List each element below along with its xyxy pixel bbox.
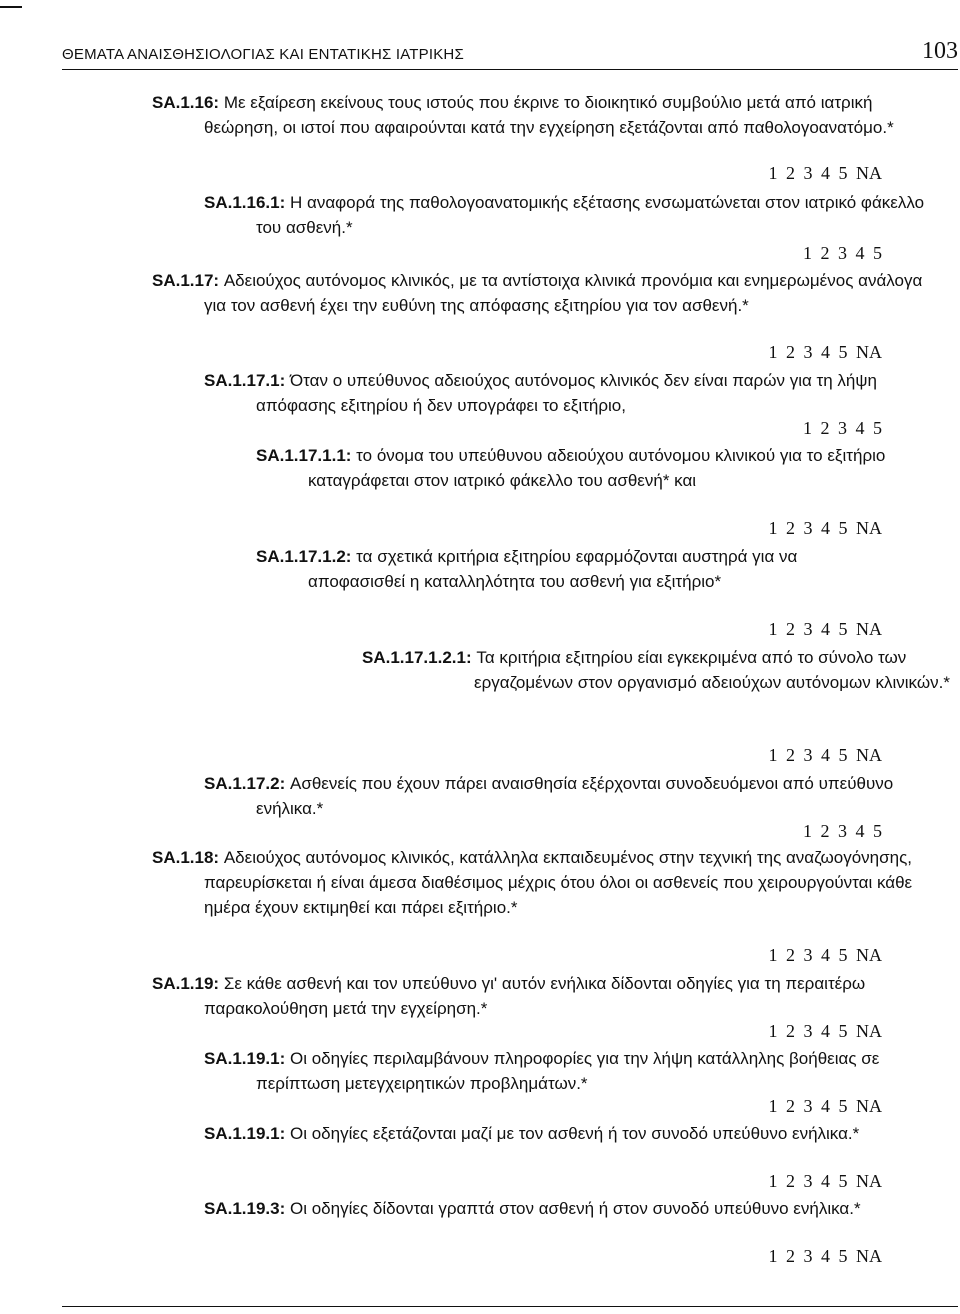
rating-scale: 1 2 3 4 5 ΝΑ — [768, 518, 882, 538]
item-code: SA.1.17.1.2: — [256, 547, 357, 566]
item-text: Αδειούχος αυτόνομος κλινικός, με τα αντίστοιχα κλινικά προνόμια και ενημερωμένος ανάλογα για τον ασθενή έχει την ευθύνη της απόφασης εξιτηρίου για τον ασθενή.* — [204, 271, 923, 315]
running-title: ΘΕΜΑΤΑ ΑΝΑΙΣΘΗΣΙΟΛΟΓΙΑΣ ΚΑΙ ΕΝΤΑΤΙΚΗΣ ΙΑΤΡΙΚΗΣ — [62, 46, 464, 63]
item-code: SA.1.18: — [152, 848, 224, 867]
item-code: SA.1.19.1: — [204, 1124, 290, 1143]
standard-item — [204, 771, 938, 821]
item-code: SA.1.17.1.2.1: — [362, 648, 477, 667]
standard-item — [362, 645, 954, 695]
rating-scale: 1 2 3 4 5 — [803, 243, 882, 263]
corner-mark — [0, 6, 22, 8]
standard-item — [256, 443, 896, 493]
rating-scale: 1 2 3 4 5 ΝΑ — [768, 1171, 882, 1191]
footer-rule — [62, 1306, 958, 1307]
item-text: Η αναφορά της παθολογοανατομικής εξέτασης ενσωματώνεται στον ιατρικό φάκελλο του ασθενή.* — [256, 193, 925, 237]
item-text: Οι οδηγίες περιλαμβάνουν πληροφορίες για την λήψη κατάλληλης βοήθειας σε περίπτωση μετεγχειρητικών προβλημάτων.* — [256, 1049, 880, 1093]
header-rule — [62, 69, 958, 70]
rating-scale: 1 2 3 4 5 ΝΑ — [768, 1021, 882, 1041]
item-text: Οι οδηγίες εξετάζονται μαζί με τον ασθενή ή τον συνοδό υπεύθυνο ενήλικα.* — [290, 1124, 860, 1143]
rating-scale: 1 2 3 4 5 ΝΑ — [768, 1096, 882, 1116]
item-text: Οι οδηγίες δίδονται γραπτά στον ασθενή ή στον συνοδό υπεύθυνο ενήλικα.* — [290, 1199, 861, 1218]
item-code: SA.1.19: — [152, 974, 224, 993]
standard-item — [152, 90, 938, 140]
page-header — [62, 38, 958, 70]
rating-scale: 1 2 3 4 5 ΝΑ — [768, 745, 882, 765]
rating-scale: 1 2 3 4 5 ΝΑ — [768, 342, 882, 362]
rating-scale: 1 2 3 4 5 — [803, 821, 882, 841]
item-code: SA.1.16.1: — [204, 193, 290, 212]
standard-item — [204, 1046, 938, 1096]
item-text: Τα κριτήρια εξιτηρίου είαι εγκεκριμένα από το σύνολο των εργαζομένων στον οργανισμό αδειούχων αυτόνομων κλινικών.* — [474, 648, 950, 692]
standard-item — [152, 845, 938, 920]
standard-item — [204, 368, 938, 418]
page-number: 103 — [922, 38, 958, 64]
item-text: Με εξαίρεση εκείνους τους ιστούς που έκρινε το διοικητικό συμβούλιο μετά από ιατρική θεώρηση, οι ιστοί που αφαιρούνται κατά την εγχείρηση εξετάζονται από παθολογοανατόμο.* — [204, 93, 894, 137]
item-code: SA.1.17.1: — [204, 371, 290, 390]
item-code: SA.1.19.3: — [204, 1199, 290, 1218]
standard-item — [152, 971, 938, 1021]
item-text: Ασθενείς που έχουν πάρει αναισθησία εξέρχονται συνοδευόμενοι από υπεύθυνο ενήλικα.* — [256, 774, 894, 818]
standard-item — [204, 1121, 938, 1146]
item-code: SA.1.19.1: — [204, 1049, 290, 1068]
item-code: SA.1.16: — [152, 93, 224, 112]
rating-scale: 1 2 3 4 5 — [803, 418, 882, 438]
rating-scale: 1 2 3 4 5 ΝΑ — [768, 1246, 882, 1266]
item-code: SA.1.17.2: — [204, 774, 290, 793]
item-text: το όνομα του υπεύθυνου αδειούχου αυτόνομου κλινικού για το εξιτήριο καταγράφεται στον ιατρικό φάκελλο του ασθενή* και — [308, 446, 886, 490]
rating-scale: 1 2 3 4 5 ΝΑ — [768, 945, 882, 965]
rating-scale: 1 2 3 4 5 ΝΑ — [768, 619, 882, 639]
standard-item — [256, 544, 896, 594]
item-text: τα σχετικά κριτήρια εξιτηρίου εφαρμόζονται αυστηρά για να αποφασισθεί η καταλληλότητα του ασθενή για εξιτήριο* — [308, 547, 798, 591]
item-text: Σε κάθε ασθενή και τον υπεύθυνο γι' αυτόν ενήλικα δίδονται οδηγίες για τη περαιτέρω παρακολούθηση μετά την εγχείρηση.* — [204, 974, 866, 1018]
standard-item — [152, 268, 938, 318]
item-text: Αδειούχος αυτόνομος κλινικός, κατάλληλα εκπαιδευμένος στην τεχνική της αναζωογόνησης, παρευρίσκεται ή είναι άμεσα διαθέσιμος μέχρις ότου όλοι οι ασθενείς που χειρουργούνται κάθε ημέρα έχουν εκτιμηθεί και πάρει εξιτήριο.* — [204, 848, 913, 917]
item-code: SA.1.17.1.1: — [256, 446, 357, 465]
rating-scale: 1 2 3 4 5 ΝΑ — [768, 163, 882, 183]
item-text: Όταν ο υπεύθυνος αδειούχος αυτόνομος κλινικός δεν είναι παρών για τη λήψη απόφασης εξιτηρίου ή δεν υπογράφει το εξιτήριο, — [256, 371, 877, 415]
standard-item — [204, 190, 938, 240]
standard-item — [204, 1196, 938, 1221]
item-code: SA.1.17: — [152, 271, 224, 290]
